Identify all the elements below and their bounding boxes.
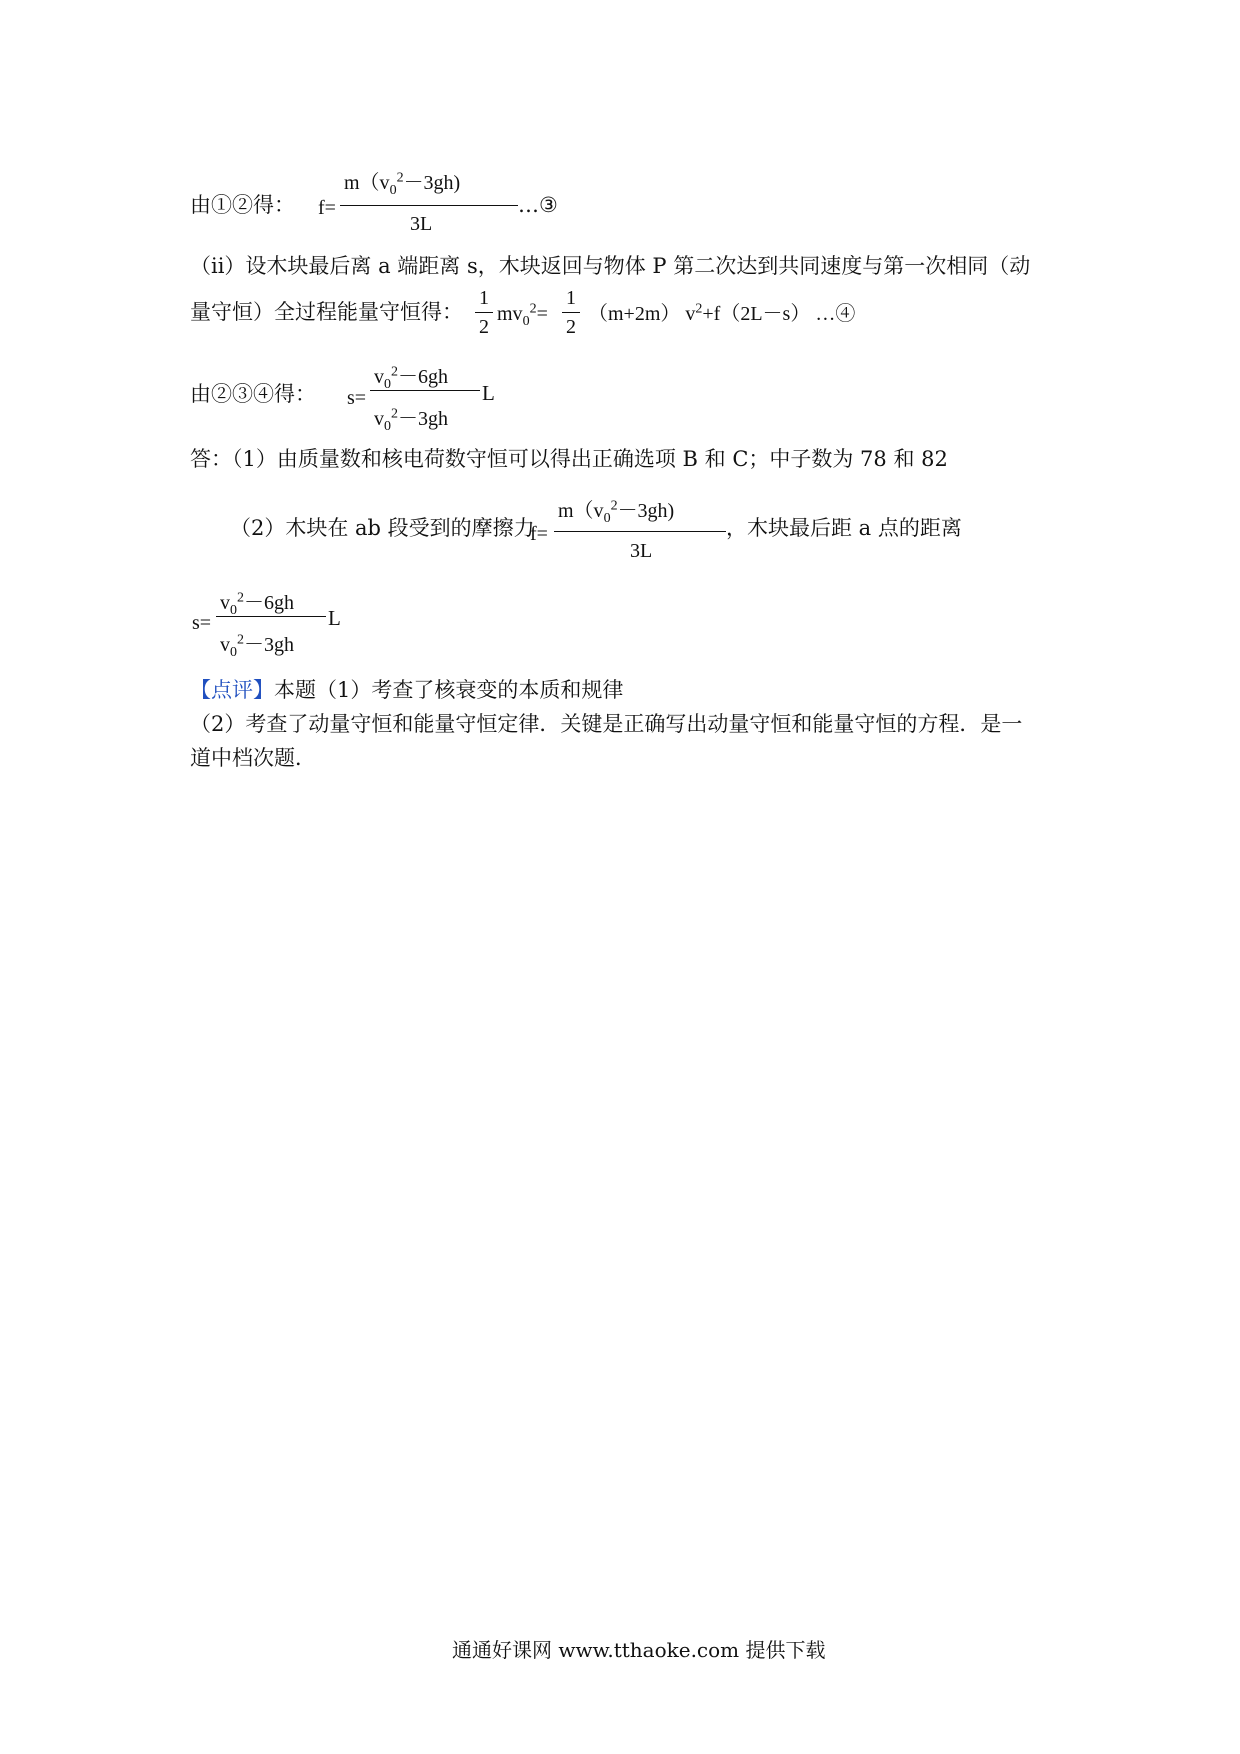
s-eq-tail: L [482, 381, 495, 405]
answer-f-numerator: $m(v_0^2-3gh)$ [558, 498, 675, 526]
answer-f-fraction [554, 488, 728, 566]
answer-f-fraction-bar [554, 531, 726, 532]
eq4-half-a: 1 2 [475, 287, 495, 343]
answer-s-lhs: s= [192, 612, 212, 634]
answer-line2-suffix: ，木块最后距 a 点的距离 [726, 516, 962, 540]
eq3-fraction [340, 160, 520, 240]
s-eq-lhs: s= [347, 387, 367, 409]
eq4-rest: （m+2m） $v^2+f(2L-s)$ …④ [588, 301, 856, 325]
comment-line2: （2）考查了动量守恒和能量守恒定律．关键是正确写出动量守恒和能量守恒的方程．是一 [190, 712, 1023, 736]
eq3-lhs: f= [318, 197, 336, 219]
comment-line1 [190, 680, 623, 701]
eq3-prefix: 由①②得： [190, 193, 295, 217]
eq3-tail: …③ [518, 193, 558, 217]
s-eq-fraction-bar [370, 390, 480, 391]
s-eq-numerator: $v_0^2-6gh$ [374, 364, 448, 392]
answer-line1: 答：（1）由质量数和核电荷数守恒可以得出正确选项 B 和 C；中子数为 78 和 82 [190, 447, 948, 471]
para-ii-line1: （ii）设木块最后离 a 端距离 s，木块返回与物体 P 第二次达到共同速度与第一次相同（动 [190, 254, 1031, 278]
s-eq-fraction [370, 350, 482, 435]
answer-s-denominator: $v_0^2-3gh$ [220, 632, 294, 660]
eq4-half-b: 1 2 [562, 287, 582, 343]
eq3-line [190, 195, 295, 216]
eq3-numerator: $m(v_0^2-3gh)$ [344, 170, 461, 198]
comment-line3: 道中档次题． [190, 746, 316, 770]
answer-f-lhs: f= [530, 523, 548, 545]
answer-s-numerator: $v_0^2-6gh$ [220, 590, 294, 618]
eq4-mv-term: $mv_0^2=$ [497, 301, 548, 329]
s-eq-prefix: 由②③④得： [190, 382, 316, 406]
eq4-prefix: 量守恒）全过程能量守恒得： [190, 300, 463, 324]
answer-s-fraction-bar [216, 616, 326, 617]
eq3-fraction-bar [340, 205, 518, 206]
eq3-denominator: 3L [410, 213, 433, 235]
comment-text: 本题（1）考查了核衰变的本质和规律 [274, 678, 624, 702]
comment-tag: 【点评】 [190, 678, 274, 702]
s-eq-denominator: $v_0^2-3gh$ [374, 406, 448, 434]
page-footer: 通通好课网 www.tthaoke.com 提供下载 [452, 1638, 826, 1662]
answer-f-denominator: 3L [630, 540, 653, 562]
answer-s-fraction [216, 576, 328, 661]
answer-s-tail: L [328, 606, 341, 630]
answer-line2-prefix: （2）木块在 ab 段受到的摩擦力 [230, 516, 535, 540]
